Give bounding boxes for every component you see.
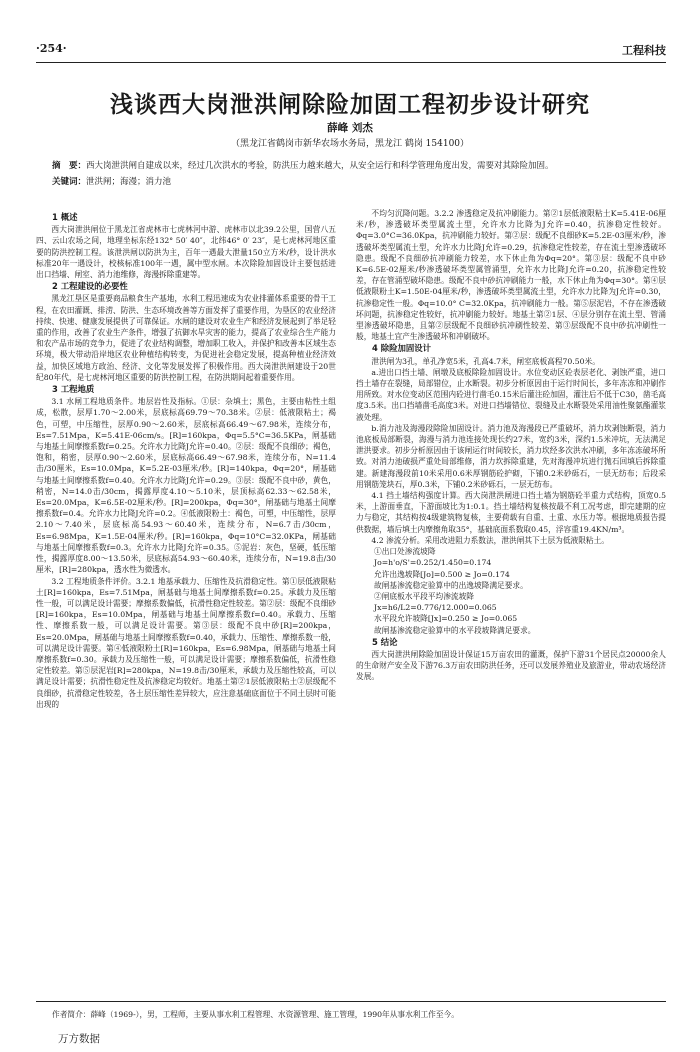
page-number: ·254· (36, 42, 67, 55)
author-footnote: 作者简介：薛峰（1969-），男，工程师，主要从事水利工程管理、水资源管理、施工管理，1990年从事水利工作至今。 (52, 1010, 459, 1019)
paragraph: b.消力池及海漫段除险加固设计。消力池及海漫段已严重破坏，消力坎剥蚀断裂，消力池底板局部断裂，海漫与消力池连接处现长约27米，宽约3米，深约1.5米冲坑，无法满足泄洪要求。初步分析原因由于该闸运行时间较长，消力坎经多次洪水冲刷，多年冻冻破坏所致。对消力池破损严重处局部维修，消力坎拆除重建，先对海漫冲坑进行抛石回填后拆除重建。新建海漫段前10米采用0.6米厚钢筋砼护砌，下铺0.2米砂砾石，一层无纺布；后段采用钢筋笼块石，厚0.3米，下铺0.2米砂砾石，一层无纺布。 (356, 423, 666, 489)
formula-line: 允许出逸坡降[Jo]=0.500 ≥ Jo=0.174 (374, 569, 510, 579)
keywords (52, 176, 654, 189)
left-column (36, 211, 336, 710)
right-column (356, 208, 666, 683)
author-affiliation: （黑龙江省鹤岗市新华农场水务局，黑龙江 鹤岗 154100） (230, 139, 470, 149)
abstract (52, 160, 654, 173)
journal-name: 工程科技 (622, 44, 666, 57)
paragraph: 黑龙江垦区是重要商品粮食生产基地，水利工程迅速成为农业排灌体系重要的骨干工程，在农田灌溉、排涝、防洪、生态环境改善等方面发挥了重要作用，为垦区的农业经济持续、快速、健康发展提供了可靠保证。水闸的建设对农业生产和经济发展起到了举足轻重的作用，改善了农业生产条件，增强了抗御水旱灾害的能力，提高了农业综合生产能力和农产品市场的竞争力，促进了农业结构调整，增加职工收入，并保护和改善本区域生态环境，极大带动沿岸地区农业种植结构转变，为促进社会稳定发展，提高种植业经济效益，加快区域地方政治、经济、文化等发展发挥了积极作用。西大岗泄洪闸建设于20世纪80年代，是七虎林河地区重要的防洪控制工程，在防洪期间起着重要作用。 (36, 294, 336, 382)
formula-line: 水平段允许坡降[Jx]=0.250 ≥ Jo=0.065 (374, 614, 518, 624)
formula-line: Jx=h6/L2=0.776/12.000=0.065 (374, 603, 497, 613)
wanfang-watermark: 万方数据 (58, 1033, 100, 1045)
paragraph: a.进出口挡土墙、闸墩及底板除险加固设计。水位变动区砼表层老化、剥蚀严重，进口挡土墙存在裂缝，局部错位，止水断裂。初步分析原因由于运行时间长，多年冻冻和冲刷作用所致。对水位变动区范围内砼进行凿毛0.15米后灌注砼加固，灌注后不低于C30，凿毛高度3.5米。出口挡墙凿毛高度3米。对进口挡墙错位、裂缝及止水断裂处采用油性聚氨酯灌浆液处理。 (356, 367, 666, 422)
header-rule (36, 62, 666, 63)
paper-title: 浅谈西大岗泄洪闸除险加固工程初步设计研究 (110, 92, 590, 118)
paragraph: 3.2 工程地质条件评价。3.2.1 地基承载力、压缩性及抗滑稳定性。第①层低液限粘土[R]=160kpa，Es=7.51Mpa，闸基础与地基土间摩擦系数f=0.25。承载力及压缩性一般，可以满足设计需要；摩擦系数偏低，抗滑性稳定性较差。第②层：级配不良细砂[R]=160kpa，Es=10.0Mpa，闸基础与地基土间摩擦系数f=0.40。承载力、压缩性、摩擦系数一般，可以满足设计需要。第③层：级配不良中砂[R]=200kpa，Es=20.0Mpa，闸基础与地基土间摩擦系数f=0.40，承载力、压缩性、摩擦系数一般，可以满足设计需要。第④低液限粉土[R]=160kpa，Es=6.98Mpa，闸基础与地基土间摩擦系数f=0.30。承载力及压缩性一般，可以满足设计需要；摩擦系数偏低，抗滑性稳定性较差。第⑤层泥岩[R]=280kpa，N=19.8击/30厘米，承载力及压缩性较高，可以满足设计需要；抗滑性稳定性及抗渗稳定均较好。地基土第②1层低液限粘土②层级配不良细砂，抗滑稳定性较差，各土层压缩性差异较大，应注意基础底面位于不同土层时可能出现的 (36, 576, 336, 709)
section-heading: 4 除险加固设计 (372, 343, 431, 354)
keywords-label: 关键词： (52, 177, 87, 187)
paragraph: 泄洪闸为3孔，单孔净宽5米，孔高4.7米，闸室底板高程70.50米。 (371, 356, 600, 366)
formula-line: ②闸底板水平段平均渗流坡降 (374, 591, 474, 601)
paragraph: 西大岗泄洪闸除险加固设计保证15万亩农田的灌溉，保护下游31个居民点20000余人的生命财产安全及下游76.3万亩农田防洪任务，还可以发展养殖业及旅游业，带动农场经济发展。 (356, 649, 666, 682)
section-heading: 3 工程地质 (52, 384, 95, 395)
paragraph: 4.2 渗流分析。采用改进阻力系数法，泄洪闸其下土层为低液限粘土。 (371, 535, 609, 545)
paragraph: 不均匀沉降问题。3.2.2 渗透稳定及抗冲刷能力。第②1层低液限粘土K=5.41E-06厘米/秒，渗透破坏类型属流土型，允许水力比降为J允许=0.40，抗渗稳定性较好。Φq=3.0°C=36.0Kpa，抗冲刷能力较好。第②层：级配不良细砂K=5.2E-03厘米/秒，渗透破坏类型属流土型，允许水力比降J允许=0.29，抗渗稳定性较差，存在流土型渗透破坏隐患。级配不良细砂抗冲刷能力较差，水下休止角为Φq=20°。第③层：级配不良中砂K=6.5E-02厘米/秒渗透破坏类型属管涌型，允许水力比降J允许=0.20，抗渗稳定性较差，存在管涌型破坏隐患。级配不良中砂抗冲刷能力一般，水下休止角为Φq=30°。第④层低液限粉土K=1.50E-04厘米/秒，渗透破坏类型属流土型，允许水力比降为J允许=0.30，抗渗稳定性一般。Φq=10.0° C=32.0Kpa，抗冲刷能力一般。第⑤层泥岩，不存在渗透破坏问题，抗渗稳定性较好，抗冲刷能力较好。地基土第②1层、④层分别存在流土型、管涌型渗透破坏隐患，且第②层级配不良细砂抗冲刷性较差、第③层级配不良中砂抗冲刷性一般，地基土宜产生渗透破坏和冲刷破坏。 (356, 209, 666, 342)
section-heading: 2 工程建设的必要性 (52, 281, 128, 292)
section-heading: 1 概述 (52, 212, 78, 222)
formula-line: ①出口处渗流坡降 (374, 547, 436, 557)
paper-authors: 薛峰 刘杰 (327, 122, 373, 134)
section-heading: 5 结论 (372, 636, 398, 647)
formula-line: 故闸基渗流稳定验算中的出逸坡降满足要求。 (374, 580, 528, 590)
footnote-rule (36, 1001, 666, 1002)
abstract-text: 西大岗泄洪闸自建成以来，经过几次洪水的考验，防洪压力越来越大，从安全运行和科学管理角度出发，需要对其除险加固。 (86, 161, 554, 171)
page-header (36, 42, 666, 58)
paragraph: 4.1 挡土墙结构强度计算。西大岗泄洪闸进口挡土墙为钢筋砼半重力式结构，顶宽0.5米，上游面垂直，下游面坡比为1:0.1。挡土墙结构复核按最不利工况考虑，即完建期的应力与稳定，其结构按4级建筑物复核，主要荷载有自重、土重、水压力等。根据地质报告提供数据，墙后填土内摩擦角取35°，基础底面系数取0.45，浮容重19.4KN/m³。 (356, 491, 666, 534)
keywords-text: 泄洪闸；海漫；消力池 (86, 177, 172, 187)
paragraph: 西大岗泄洪闸位于黑龙江省虎林市七虎林河中游、虎林市以北39.2公里，国营八五四、云山农场之间，地理坐标东经132° 50′ 40″，北纬46° 0′ 23″，是七虎林河地区重要的防洪控制工程。该泄洪闸以防洪为主，百年一遇最大泄量150立方米/秒，设计洪水标准20年一遇设计，校核标准100年一遇，属中型水闸。本次除险加固设计主要包括进出口挡墙、闸室、消力池维修，海漫拆除重建等。 (36, 225, 336, 280)
paragraph: 3.1 水闸工程地质条件。地层岩性及指标。①层：杂填土；黑色，主要由粘性土组成，松散，层厚1.70～2.00米，层底标高69.79～70.38米。②层：低液限粘土；褐色，可塑，中压缩性，层厚0.90～2.60米，层底标高66.49～67.98米，连续分布，Es=7.51Mpa，K=5.41E-06cm/s。[R]=160kpa，Φq=5.5°C=36.5KPa，闸基础与地基土间摩擦系数f=0.25。允许水力比降J允许=0.40。②层：级配不良细砂；褐色，饱和，稍密，层厚0.90～2.60米，层底标高66.49～67.98米，连续分布，N=11.4击/30厘米，Es=10.0Mpa，K=5.2E-03厘米/秒。[R]=140kpa，Φq=20°，闸基础与地基土间摩擦系数f=0.40。允许水力比降J允许=0.29。③层：级配不良中砂，黄色，稍密，N=14.0击/30cm，揭露厚度4.10～5.10米，层顶标高62.33～62.58米，Es=20.0Mpa，K=6.5E-02厘米/秒。[R]=200kpa，Φq=30°，闸基础与地基土间摩擦系数f=0.4。允许水力比降J允许=0.2。④低液限粉土：褐色，可塑，中压缩性，层厚2.10～7.40米，层底标高54.93～60.40米，连续分布，N=6.7击/30cm，Es=6.98Mpa，K=1.5E-04厘米/秒。[R]=160kpa，Φq=10°C=32.0KPa，闸基础与地基土间摩擦系数f=0.3。允许水力比降J允许=0.35。⑤泥岩：灰色，坚硬，低压缩性，揭露厚度8.00～13.50米，层底标高54.93～60.40米，连续分布，N=19.8击/30厘米，[R]=280kpa，透水性为微透水。 (36, 397, 336, 575)
abstract-label: 摘 要： (52, 161, 87, 171)
formula-line: Jo=h'o/S'=0.252/1.450=0.174 (374, 558, 492, 568)
formula-line: 故闸基渗流稳定验算中的水平段坡降满足要求。 (374, 625, 536, 635)
